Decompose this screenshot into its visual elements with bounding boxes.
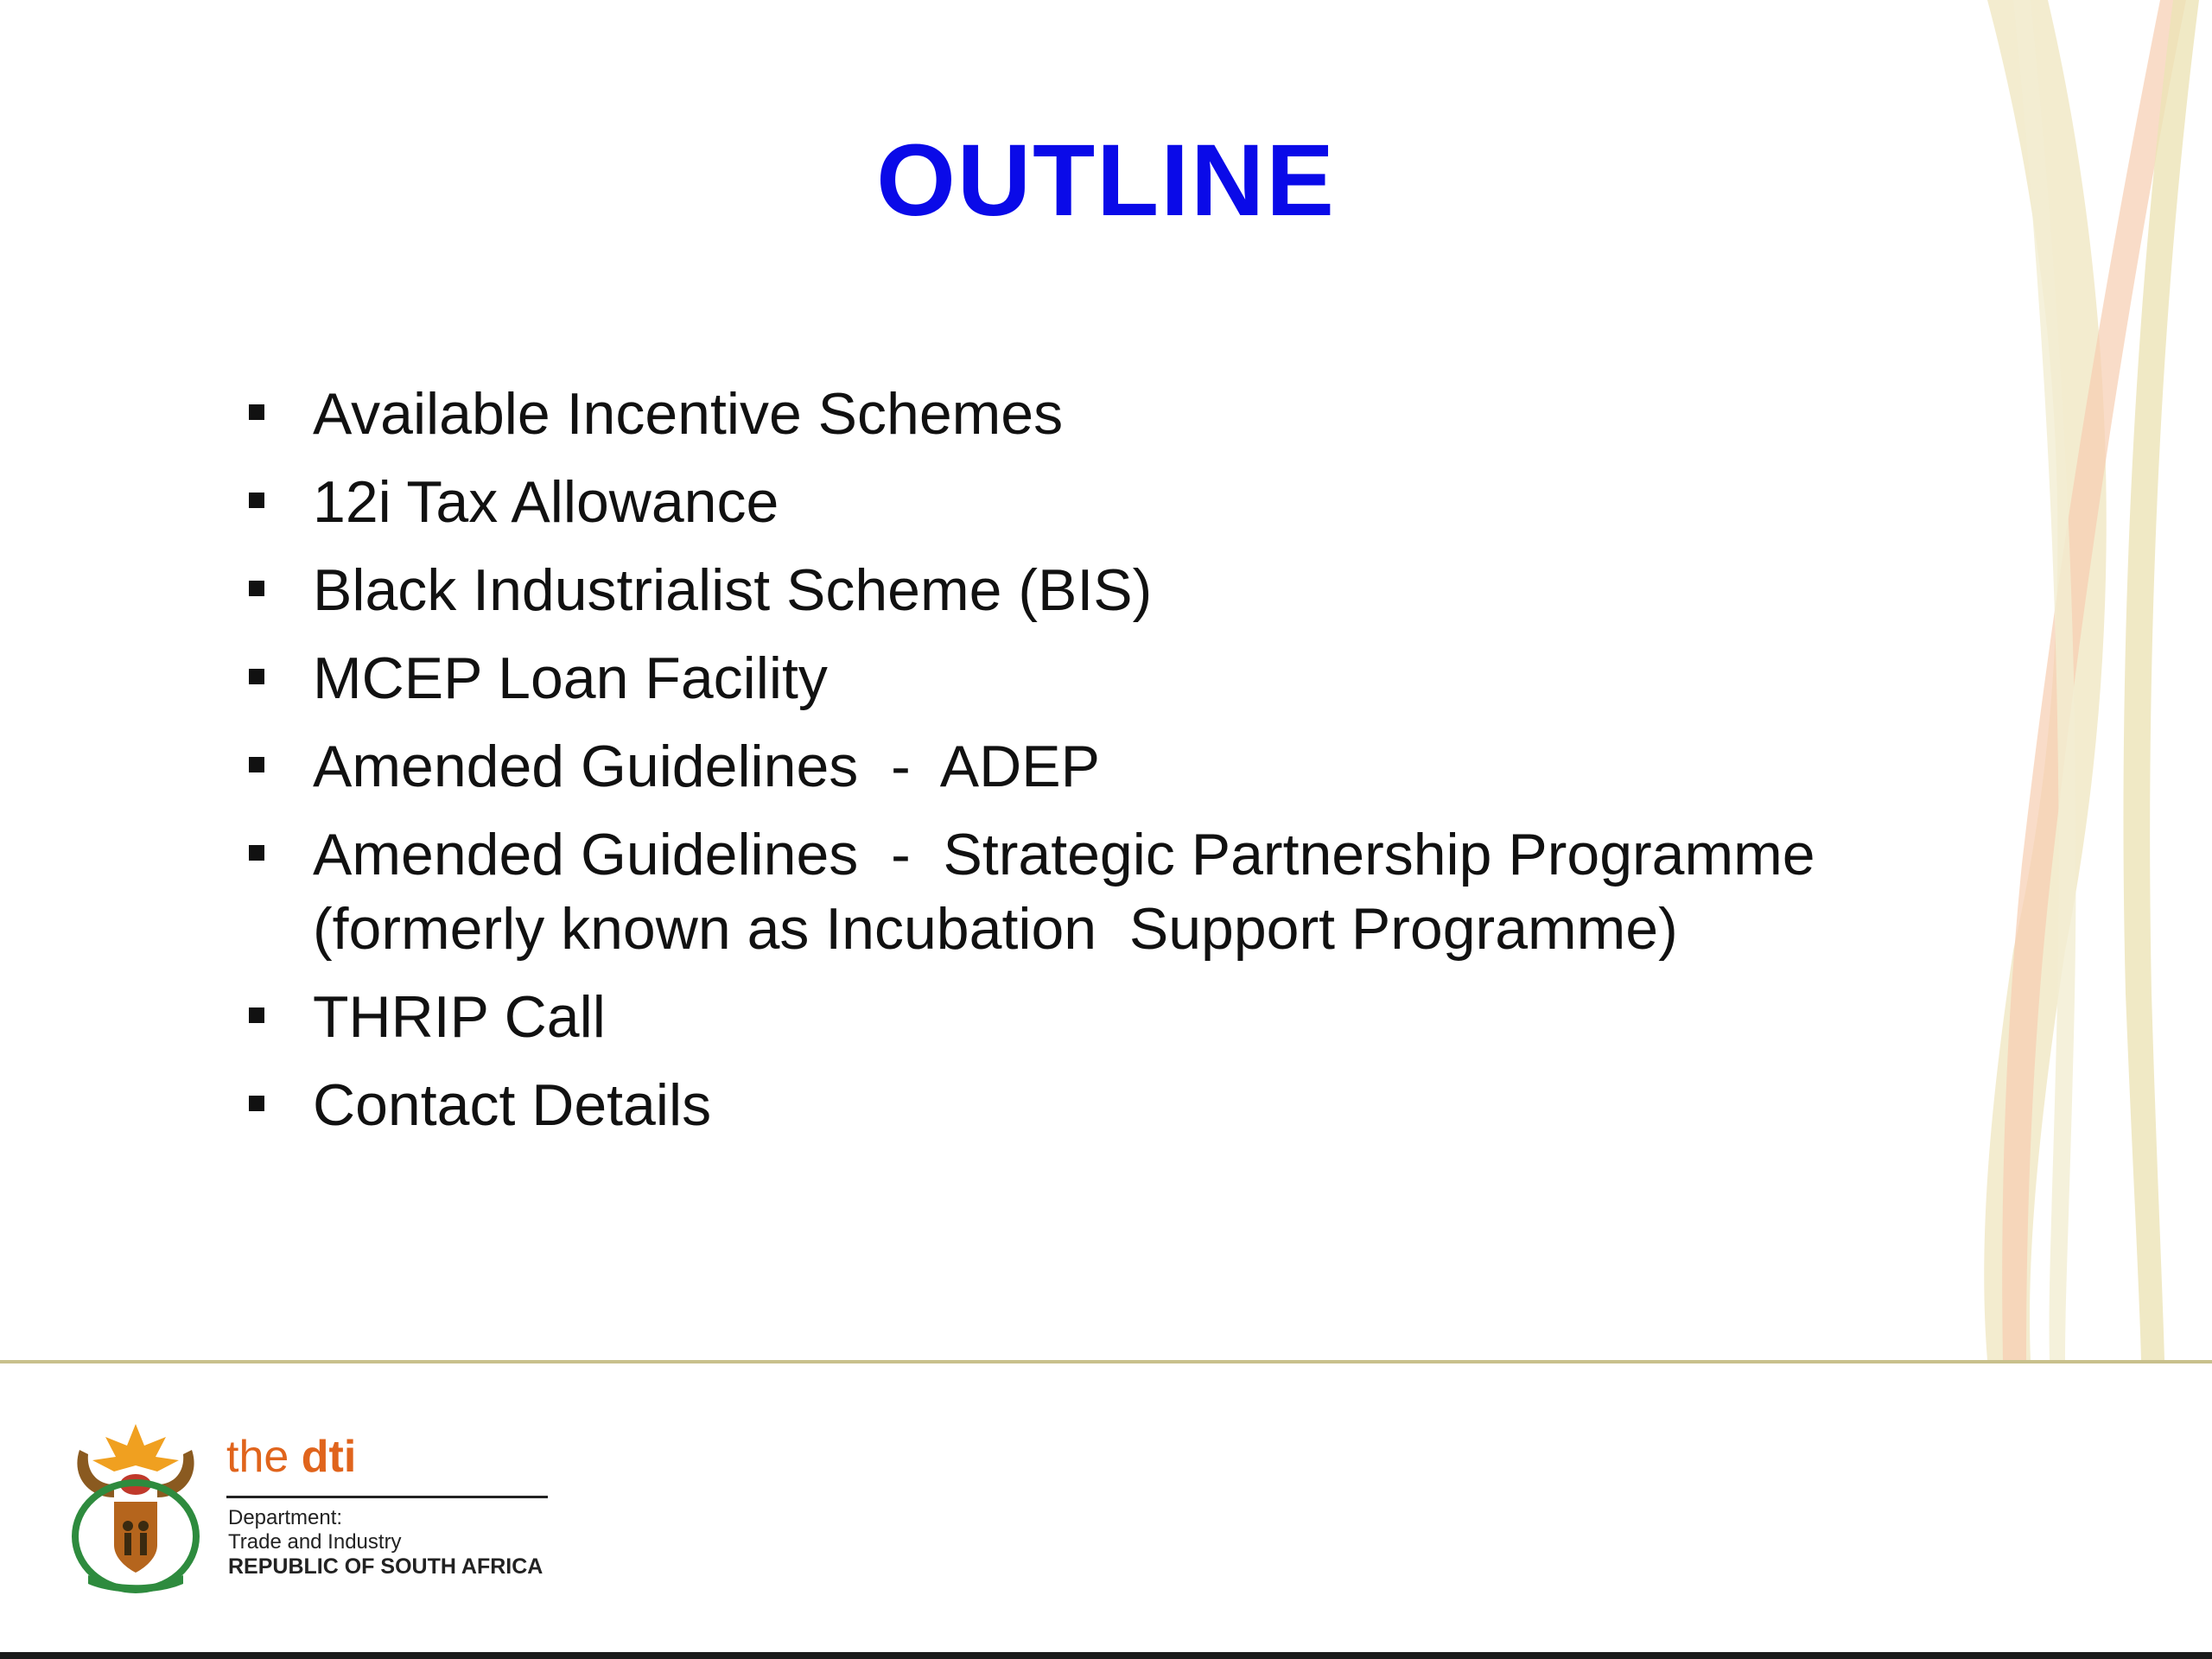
dti-logo-text — [226, 1432, 357, 1482]
square-bullet-icon — [249, 757, 264, 772]
list-item-text: Contact Details — [313, 1072, 712, 1138]
square-bullet-icon — [249, 493, 264, 508]
list-item — [244, 817, 1972, 966]
dept-label: Department: — [228, 1506, 343, 1529]
list-item-text: 12i Tax Allowance — [313, 469, 779, 535]
square-bullet-icon — [249, 1007, 264, 1023]
footer-divider — [0, 1360, 2212, 1363]
dti-logo-dti: dti — [301, 1432, 357, 1482]
slide-title: OUTLINE — [876, 124, 1336, 238]
list-item — [244, 980, 1972, 1054]
coat-of-arms-icon — [62, 1415, 209, 1597]
dept-name: Trade and Industry — [228, 1530, 402, 1554]
dti-logo-the: the — [226, 1432, 289, 1482]
list-item-text: MCEP Loan Facility — [313, 645, 828, 711]
square-bullet-icon — [249, 581, 264, 596]
outline-list — [244, 377, 1972, 1156]
square-bullet-icon — [249, 404, 264, 420]
list-item-text: Amended Guidelines - Strategic Partnership Programme (formerly known as Incubation Support Programme) — [313, 822, 1815, 962]
bottom-border — [0, 1652, 2212, 1659]
dti-logo-rule — [226, 1496, 548, 1498]
square-bullet-icon — [249, 669, 264, 684]
list-item — [244, 641, 1972, 715]
list-item — [244, 377, 1972, 451]
list-item-text: Available Incentive Schemes — [313, 381, 1064, 447]
list-item — [244, 1068, 1972, 1142]
list-item-text: Amended Guidelines - ADEP — [313, 734, 1100, 799]
square-bullet-icon — [249, 845, 264, 861]
square-bullet-icon — [249, 1096, 264, 1111]
list-item — [244, 465, 1972, 539]
country-name: REPUBLIC OF SOUTH AFRICA — [228, 1554, 543, 1579]
list-item — [244, 729, 1972, 804]
list-item-text: Black Industrialist Scheme (BIS) — [313, 557, 1153, 623]
list-item-text: THRIP Call — [313, 984, 606, 1050]
list-item — [244, 553, 1972, 627]
